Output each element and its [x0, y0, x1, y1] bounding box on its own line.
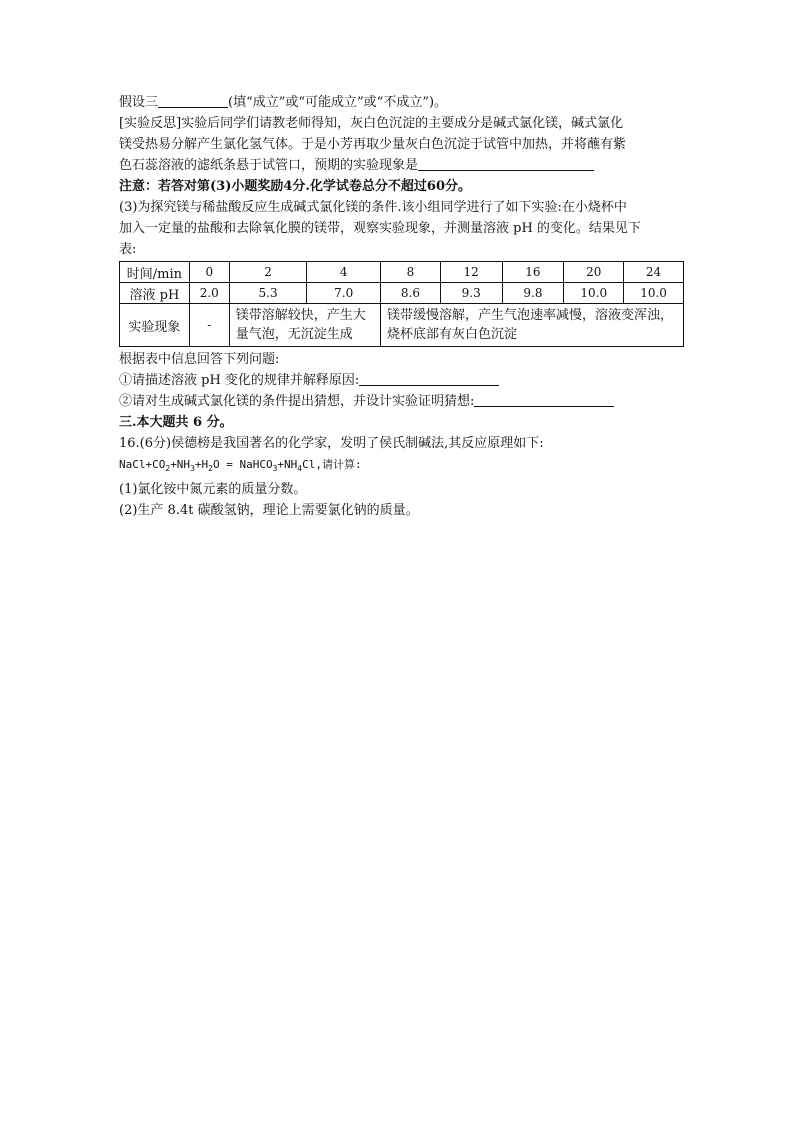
hypothesis3-hint: (填“成立”或“可能成立”或“不成立”)。 — [228, 95, 448, 110]
equation-subscript: 3 — [272, 464, 278, 474]
observation-cell: 镁带溶解较快，产生大量气泡，无沉淀生成 — [229, 304, 380, 347]
time-cell: 20 — [564, 262, 624, 283]
hypothesis3-label: 假设三 — [119, 95, 159, 110]
answer-blank[interactable] — [158, 94, 228, 108]
reaction-equation — [119, 454, 684, 479]
time-cell: 12 — [440, 262, 502, 283]
section-heading: 三.本大题共 6 分。 — [119, 415, 233, 430]
equation-part: O = NaHCO — [212, 458, 273, 471]
ph-row — [120, 283, 684, 304]
equation-part: +NH — [170, 458, 191, 471]
answer-blank[interactable] — [474, 393, 614, 407]
observation-cell: 镁带缓慢溶解，产生气泡速率减慢，溶液变浑浊，烧杯底部有灰白色沉淀 — [381, 304, 684, 347]
time-cell: 2 — [229, 262, 307, 283]
equation-part: Cl,请计算: — [302, 458, 362, 471]
time-header: 时间/min — [120, 262, 190, 283]
equation-subscript: 2 — [165, 464, 171, 474]
time-cell: 0 — [189, 262, 229, 283]
ph-cell: 10.0 — [624, 283, 684, 304]
ph-header: 溶液 pH — [120, 283, 190, 304]
ph-cell: 9.3 — [440, 283, 502, 304]
equation-part: NaCl+CO — [119, 458, 166, 471]
time-cell: 8 — [381, 262, 441, 283]
q16-part-2: (2)生产 8.4t 碳酸氢钠，理论上需要氯化钠的质量。 — [119, 503, 419, 519]
answer-blank[interactable] — [359, 372, 499, 386]
hypothesis3-line — [119, 92, 684, 113]
time-row — [120, 262, 684, 283]
ph-cell: 2.0 — [189, 283, 229, 304]
reflection-line-1: [实验反思]实验后同学们请教老师得知，灰白色沉淀的主要成分是碱式氯化镁，碱式氯化 — [119, 116, 624, 131]
q3-intro-3: 表: — [119, 242, 137, 257]
ph-cell: 7.0 — [307, 283, 381, 304]
experiment-table — [119, 261, 684, 347]
reflection-line-2: 镁受热易分解产生氯化氢气体。于是小芳再取少量灰白色沉淀于试管中加热，并将蘸有紫 — [119, 137, 627, 152]
q16-part-1: (1)氯化铵中氮元素的质量分数。 — [119, 482, 307, 498]
follow-q2-text: ②请对生成碱式氯化镁的条件提出猜想，并设计实验证明猜想: — [119, 394, 475, 409]
time-cell: 4 — [307, 262, 381, 283]
ph-cell: 9.8 — [502, 283, 564, 304]
equation-subscript: 2 — [208, 464, 213, 474]
q3-intro-1: (3)为探究镁与稀盐酸反应生成碱式氯化镁的条件.该小组同学进行了如下实验:在小烧杯中 — [119, 200, 627, 215]
follow-q1 — [119, 370, 684, 391]
bonus-notice: 注意：若答对第(3)小题奖励4分.化学试卷总分不超过60分。 — [119, 179, 472, 194]
ph-cell: 8.6 — [381, 283, 441, 304]
observation-header: 实验现象 — [120, 304, 190, 347]
time-cell: 16 — [502, 262, 564, 283]
q3-intro-2: 加入一定量的盐酸和去除氧化膜的镁带，观察实验现象，并测量溶液 pH 的变化。结果见下 — [119, 221, 641, 236]
equation-subscript: 4 — [297, 464, 303, 474]
reflection-line-3 — [119, 155, 684, 176]
equation-part: +H — [194, 458, 209, 471]
document-content — [119, 92, 684, 521]
ph-cell: 10.0 — [564, 283, 624, 304]
reflection-text-3: 色石蕊溶液的滤纸条悬于试管口，预期的实验现象是 — [119, 158, 419, 173]
q16-intro: 16.(6分)侯德榜是我国著名的化学家，发明了侯氏制碱法,其反应原理如下: — [119, 436, 544, 451]
answer-blank[interactable] — [418, 157, 594, 171]
follow-q1-text: ①请描述溶液 pH 变化的规律并解释原因: — [119, 373, 360, 388]
time-cell: 24 — [624, 262, 684, 283]
observation-row — [120, 304, 684, 347]
ph-cell: 5.3 — [229, 283, 307, 304]
follow-intro: 根据表中信息回答下列问题: — [119, 352, 280, 367]
equation-part: +NH — [277, 458, 298, 471]
observation-cell: - — [189, 304, 229, 347]
follow-q2 — [119, 391, 684, 412]
equation-subscript: 3 — [190, 464, 195, 474]
